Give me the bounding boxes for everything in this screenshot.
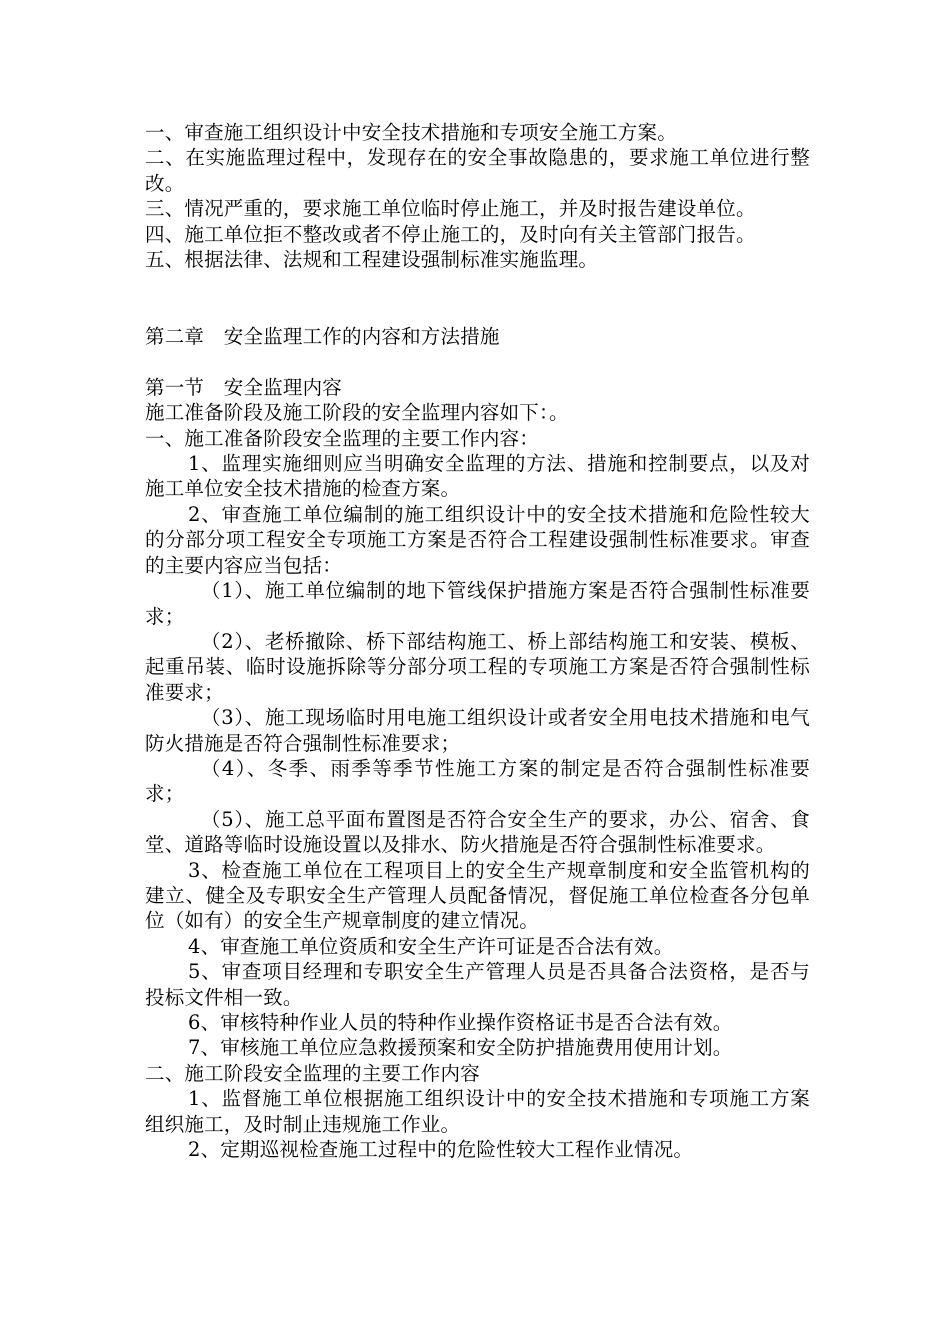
part1-subitem-1: （1）、施工单位编制的地下管线保护措施方案是否符合强制性标准要求； xyxy=(145,579,810,628)
part1-subitem-3: （3）、施工现场临时用电施工组织设计或者安全用电技术措施和电气防火措施是否符合强制性标准要求； xyxy=(145,706,810,755)
part2-heading: 二、施工阶段安全监理的主要工作内容 xyxy=(145,1061,480,1085)
spacer xyxy=(145,272,810,324)
part1-item-2: 2、审查施工单位编制的施工组织设计中的安全技术措施和危险性较大的分部分项工程安全专项施工方案是否符合工程建设强制性标准要求。审查的主要内容应当包括： xyxy=(145,502,810,577)
part1-item-4: 4、审查施工单位资质和安全生产许可证是否合法有效。 xyxy=(188,934,674,958)
part1-item-6: 6、审核特种作业人员的特种作业操作资格证书是否合法有效。 xyxy=(188,1011,733,1034)
part2-item-2: 2、定期巡视检查施工过程中的危险性较大工程作业情况。 xyxy=(188,1138,694,1162)
lead-paragraph: 施工准备阶段及施工阶段的安全监理内容如下：。 xyxy=(145,401,569,425)
part1-subitem-2: （2）、老桥撤除、桥下部结构施工、桥上部结构施工和安装、模板、起重吊装、临时设施拆除等分部分项工程的专项施工方案是否符合强制性标准要求； xyxy=(145,629,810,704)
document-page xyxy=(145,120,810,1162)
part1-heading: 一、施工准备阶段安全监理的主要工作内容： xyxy=(145,426,540,450)
part1-item-1: 1、监理实施细则应当明确安全监理的方法、措施和控制要点，以及对施工单位安全技术措施的检查方案。 xyxy=(145,452,810,501)
part1-item-3: 3、检查施工单位在工程项目上的安全生产规章制度和安全监管机构的建立、健全及专职安全生产管理人员配备情况，督促施工单位检查各分包单位（如有）的安全生产规章制度的建立情况。 xyxy=(145,858,810,933)
part1-subitem-5: （5）、施工总平面布置图是否符合安全生产的要求，办公、宿舍、食堂、道路等临时设施设置以及排水、防火措施是否符合强制性标准要求。 xyxy=(145,807,810,857)
part1-item-5: 5、审查项目经理和专职安全生产管理人员是否具备合法资格，是否与投标文件相一致。 xyxy=(145,960,810,1009)
intro-item-2: 二、在实施监理过程中，发现存在的安全事故隐患的，要求施工单位进行整改。 xyxy=(145,146,810,195)
intro-item-1: 一、审查施工组织设计中安全技术措施和专项安全施工方案。 xyxy=(145,121,677,144)
intro-item-3: 三、情况严重的，要求施工单位临时停止施工，并及时报告建设单位。 xyxy=(145,197,756,221)
part1-item-7: 7、审核施工单位应急救援预案和安全防护措施费用使用计划。 xyxy=(188,1036,733,1060)
intro-item-4: 四、施工单位拒不整改或者不停止施工的，及时向有关主管部门报告。 xyxy=(145,222,756,246)
section-title: 第一节 安全监理内容 xyxy=(145,375,343,399)
spacer xyxy=(145,350,810,375)
part1-subitem-4: （4）、冬季、雨季等季节性施工方案的制定是否符合强制性标准要求； xyxy=(145,756,810,806)
chapter-title: 第二章 安全监理工作的内容和方法措施 xyxy=(145,325,500,349)
intro-item-5: 五、根据法律、法规和工程建设强制标准实施监理。 xyxy=(145,248,599,272)
part2-item-1: 1、监督施工单位根据施工组织设计中的安全技术措施和专项施工方案组织施工，及时制止违规施工作业。 xyxy=(145,1087,810,1136)
